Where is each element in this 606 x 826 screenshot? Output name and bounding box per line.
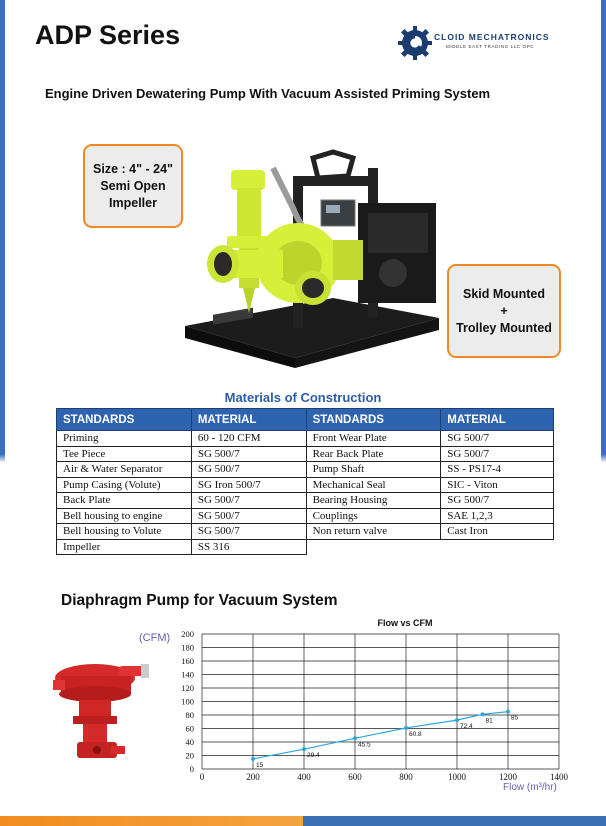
table-row bbox=[57, 493, 554, 509]
chart-y-tick-labels bbox=[181, 629, 194, 774]
product-subtitle: Engine Driven Dewatering Pump With Vacuum Assisted Priming System bbox=[45, 86, 491, 101]
table-cell: 60 - 120 CFM bbox=[191, 431, 306, 447]
x-tick-label: 600 bbox=[348, 772, 362, 782]
table-cell: Bell housing to engine bbox=[57, 508, 192, 524]
table-cell: Pump Shaft bbox=[306, 462, 441, 478]
table-cell: SG 500/7 bbox=[441, 431, 554, 447]
page-title: ADP Series bbox=[35, 20, 181, 50]
series-line bbox=[253, 712, 508, 759]
column-header: MATERIAL bbox=[441, 409, 554, 431]
callout-line: + bbox=[500, 303, 508, 318]
table-cell: SG 500/7 bbox=[191, 462, 306, 478]
table-cell: Front Wear Plate bbox=[306, 431, 441, 447]
right-edge-band bbox=[601, 0, 606, 826]
data-point bbox=[455, 718, 459, 722]
data-label: 15 bbox=[256, 761, 264, 769]
materials-table bbox=[56, 408, 554, 555]
y-axis-label: (CFM) bbox=[139, 632, 171, 644]
data-point bbox=[481, 712, 485, 716]
y-tick-label: 80 bbox=[185, 710, 194, 720]
table-cell: SG 500/7 bbox=[191, 493, 306, 509]
table-cell: SAE 1,2,3 bbox=[441, 508, 554, 524]
data-label: 81 bbox=[485, 717, 493, 725]
table-row bbox=[57, 462, 554, 478]
table-cell: Cast Iron bbox=[441, 524, 554, 540]
company-logo bbox=[398, 26, 573, 60]
logo-subtitle: MIDDLE EAST TRADING LLC OPC bbox=[446, 44, 535, 49]
table-row bbox=[57, 524, 554, 540]
y-tick-label: 140 bbox=[181, 669, 194, 680]
table-cell: Bell housing to Volute bbox=[57, 524, 192, 540]
table-cell: SG Iron 500/7 bbox=[191, 477, 306, 493]
table-cell: Impeller bbox=[57, 539, 192, 555]
bottom-decor-bar bbox=[0, 816, 606, 826]
dewatering-pump-image bbox=[183, 148, 441, 370]
callout-line: Semi Open bbox=[100, 178, 166, 193]
y-tick-label: 180 bbox=[181, 642, 194, 653]
data-label: 45.5 bbox=[358, 741, 371, 749]
table-cell: SIC - Viton bbox=[441, 477, 554, 493]
y-tick-label: 100 bbox=[181, 696, 194, 707]
table-cell: SG 500/7 bbox=[191, 508, 306, 524]
y-tick-label: 20 bbox=[185, 750, 194, 761]
table-cell: Pump Casing (Volute) bbox=[57, 477, 192, 493]
x-tick-label: 400 bbox=[297, 772, 311, 782]
column-header: STANDARDS bbox=[57, 409, 192, 431]
column-header: STANDARDS bbox=[306, 409, 441, 431]
data-label: 85 bbox=[511, 714, 519, 722]
table-cell: SG 500/7 bbox=[441, 493, 554, 509]
x-tick-label: 1200 bbox=[499, 772, 517, 782]
mounting-callout bbox=[447, 264, 561, 358]
data-point bbox=[302, 747, 306, 751]
document-page bbox=[5, 0, 601, 816]
table-row bbox=[57, 446, 554, 462]
y-tick-label: 60 bbox=[185, 723, 194, 734]
table-cell: Air & Water Separator bbox=[57, 462, 192, 478]
data-point bbox=[404, 726, 408, 730]
x-tick-label: 800 bbox=[399, 772, 413, 782]
table-cell: SG 500/7 bbox=[191, 524, 306, 540]
table-cell: Rear Back Plate bbox=[306, 446, 441, 462]
table-cell: SG 500/7 bbox=[191, 446, 306, 462]
callout-line: Trolley Mounted bbox=[456, 320, 552, 335]
gear-logo-icon bbox=[398, 26, 432, 60]
table-header-row bbox=[57, 409, 554, 431]
diaphragm-heading: Diaphragm Pump for Vacuum System bbox=[61, 592, 338, 609]
chart-x-tick-labels bbox=[200, 772, 569, 782]
table-cell bbox=[441, 539, 554, 555]
callout-line: Impeller bbox=[109, 195, 157, 210]
table-cell: Back Plate bbox=[57, 493, 192, 509]
table-cell: Couplings bbox=[306, 508, 441, 524]
y-tick-label: 40 bbox=[185, 737, 194, 747]
x-axis-label: Flow (m³/hr) bbox=[503, 782, 557, 793]
callout-line: Size : 4" - 24" bbox=[93, 161, 173, 176]
table-row bbox=[57, 508, 554, 524]
table-cell bbox=[306, 539, 441, 555]
logo-name: CLOID MECHATRONICS bbox=[434, 32, 550, 42]
table-cell: Tee Piece bbox=[57, 446, 192, 462]
chart-gridlines bbox=[202, 634, 559, 769]
data-point bbox=[251, 757, 255, 761]
table-row bbox=[57, 477, 554, 493]
materials-heading: Materials of Construction bbox=[224, 390, 382, 405]
table-row bbox=[57, 431, 554, 447]
data-label: 60.8 bbox=[409, 730, 422, 738]
table-cell: Mechanical Seal bbox=[306, 477, 441, 493]
table-cell: SG 500/7 bbox=[441, 446, 554, 462]
chart-title: Flow vs CFM bbox=[377, 618, 433, 628]
x-tick-label: 1000 bbox=[448, 772, 466, 782]
data-label: 72.4 bbox=[460, 723, 473, 731]
table-cell: SS - PS17-4 bbox=[441, 462, 554, 478]
table-row bbox=[57, 539, 554, 555]
y-tick-label: 120 bbox=[181, 683, 194, 693]
data-point bbox=[353, 736, 357, 740]
data-label: 29.4 bbox=[307, 752, 320, 760]
table-cell: Non return valve bbox=[306, 524, 441, 540]
y-tick-label: 160 bbox=[181, 656, 194, 666]
x-tick-label: 0 bbox=[199, 772, 205, 782]
table-cell: Priming bbox=[57, 431, 192, 447]
x-tick-label: 1400 bbox=[550, 772, 568, 782]
x-tick-label: 200 bbox=[246, 772, 260, 782]
y-tick-label: 0 bbox=[189, 764, 194, 774]
y-tick-label: 200 bbox=[181, 629, 194, 639]
table-cell: Bearing Housing bbox=[306, 493, 441, 509]
data-point bbox=[506, 710, 510, 714]
callout-line: Skid Mounted bbox=[463, 286, 545, 301]
table-cell: SS 316 bbox=[191, 539, 306, 555]
size-callout bbox=[83, 144, 183, 228]
flow-vs-cfm-chart bbox=[125, 614, 575, 804]
column-header: MATERIAL bbox=[191, 409, 306, 431]
